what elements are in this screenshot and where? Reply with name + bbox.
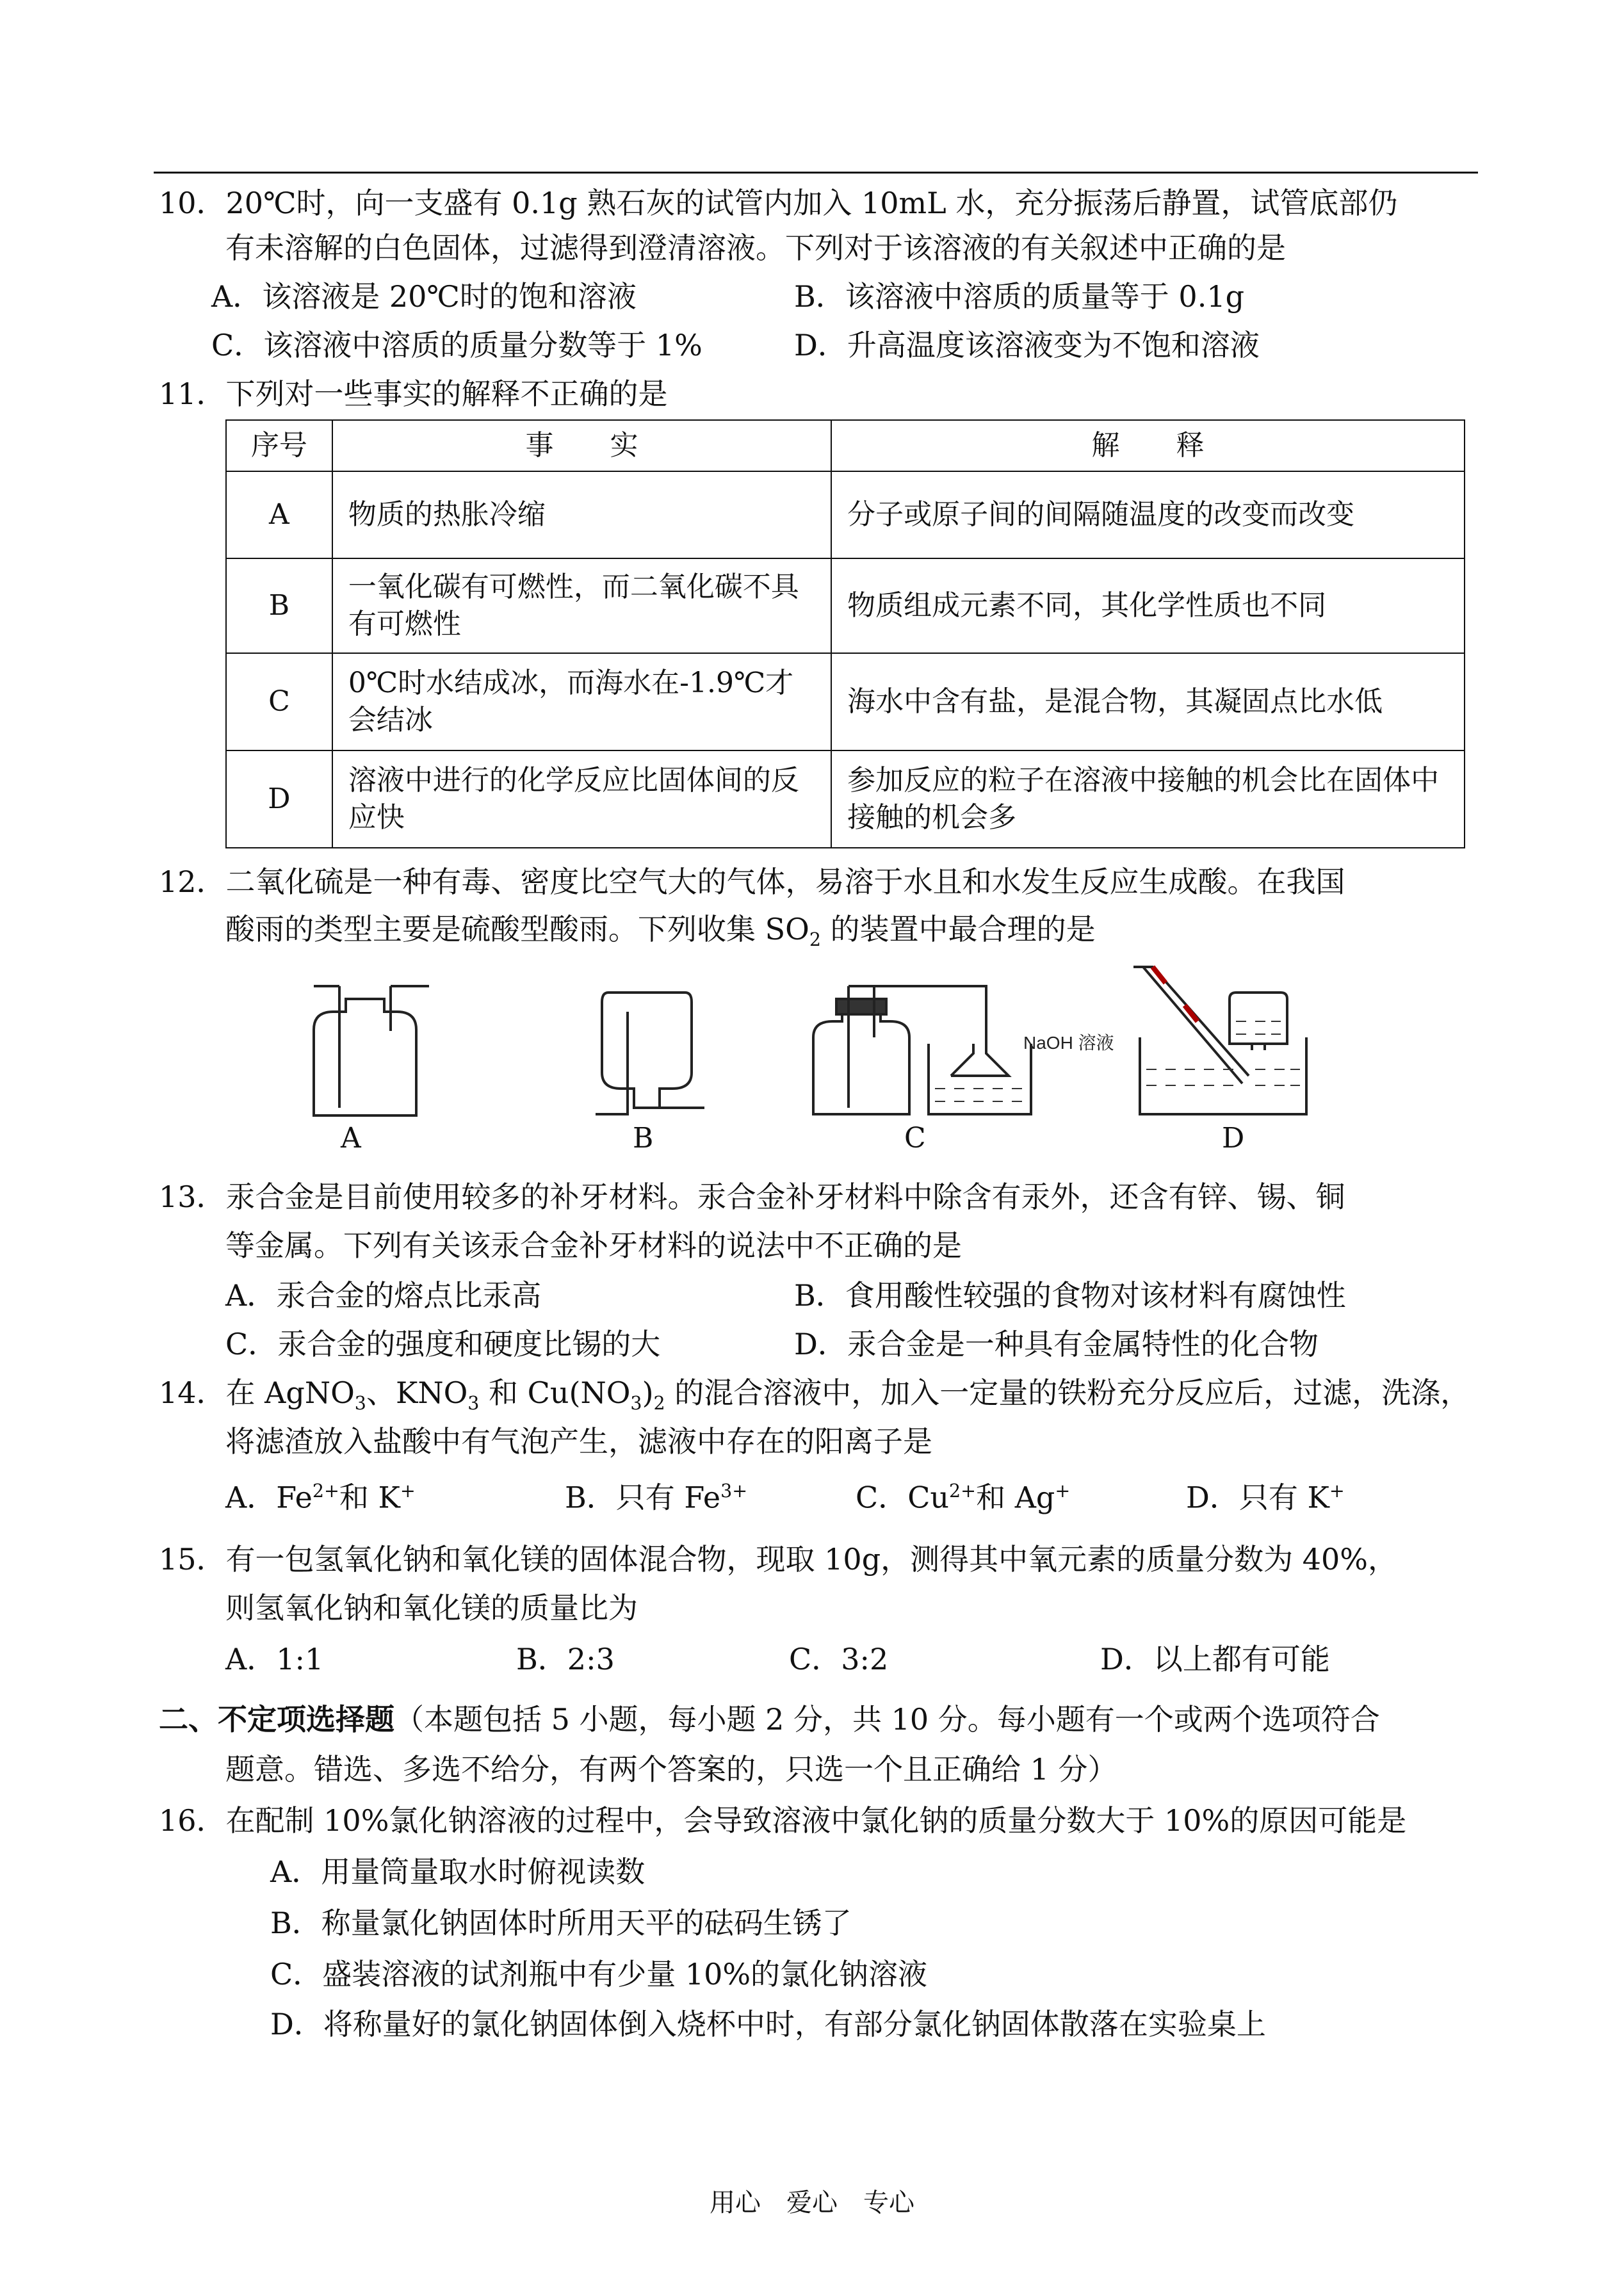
page-footer: 用心 爱心 专心 — [710, 2188, 914, 2218]
apparatus-c-figure — [794, 973, 1114, 1121]
q15-line2: 则氢氧化钠和氧化镁的质量比为 — [225, 1591, 638, 1625]
q12-line2: 酸雨的类型主要是硫酸型酸雨。下列收集 $SO_2$ 的装置中最合理的是 — [225, 912, 1096, 951]
row-fact: 一氧化碳有可燃性，而二氧化碳不具有可燃性 — [332, 558, 831, 653]
table-row — [226, 653, 1465, 750]
q14-option-a: A．$Fe^{2+}$和 K+ — [225, 1480, 416, 1515]
header-explain: 解 释 — [831, 420, 1465, 471]
figure-label-b: B — [633, 1122, 654, 1155]
table-header-row — [226, 420, 1465, 471]
q16-option-a: A．用量筒量取水时俯视读数 — [270, 1854, 646, 1889]
q16-option-b: B．称量氯化钠固体时所用天平的砝码生锈了 — [270, 1906, 852, 1940]
row-fact: 溶液中进行的化学反应比固体间的反应快 — [332, 750, 831, 848]
q10-option-b: B．该溶液中溶质的质量等于 0.1g — [794, 279, 1245, 314]
figure-label-c: C — [904, 1122, 926, 1155]
q10-option-c: C．该溶液中溶质的质量分数等于 1% — [211, 328, 702, 362]
top-rule — [154, 172, 1478, 174]
table-row — [226, 558, 1465, 653]
apparatus-b-figure — [583, 986, 711, 1121]
row-id: C — [226, 653, 332, 750]
header-fact: 事 实 — [332, 420, 831, 471]
q14-option-b: B．只有 $Fe^{3+}$ — [565, 1480, 748, 1515]
q13-option-a: A．汞合金的熔点比汞高 — [225, 1278, 542, 1313]
q13-option-d: D．汞合金是一种具有金属特性的化合物 — [794, 1327, 1319, 1361]
row-id: A — [226, 471, 332, 558]
q13-line2: 等金属。下列有关该汞合金补牙材料的说法中不正确的是 — [225, 1228, 962, 1263]
row-explain: 分子或原子间的间隔随温度的改变而改变 — [831, 471, 1465, 558]
q15-option-c: C．3:2 — [789, 1642, 889, 1676]
section2-line2: 题意。错选、多选不给分，有两个答案的，只选一个且正确给 1 分） — [225, 1752, 1117, 1787]
q13-option-b: B．食用酸性较强的食物对该材料有腐蚀性 — [794, 1278, 1346, 1313]
naoh-label: NaOH 溶液 — [1023, 1033, 1114, 1053]
table-row — [226, 471, 1465, 558]
section2-line1: 二、不定项选择题（本题包括 5 小题，每小题 2 分，共 10 分。每小题有一个或两个选项符合 — [159, 1702, 1380, 1737]
q14-line1: 14．在 AgNO$_3$、$KNO_3$ 和 $Cu(NO_3)_2$ 的混合溶液中，加入一定量的铁粉充分反应后，过滤，洗涤， — [159, 1375, 1470, 1415]
row-fact: 0℃时水结成冰，而海水在-1.9℃才会结冰 — [332, 653, 831, 750]
facts-table — [225, 419, 1465, 848]
q14-option-c: C．$Cu^{2+}$和 Ag+ — [856, 1480, 1071, 1515]
row-id: D — [226, 750, 332, 848]
q15-option-d: D．以上都有可能 — [1100, 1642, 1330, 1676]
q10-line2: 有未溶解的白色固体，过滤得到澄清溶液。下列对于该溶液的有关叙述中正确的是 — [225, 231, 1286, 265]
q14-line2: 将滤渣放入盐酸中有气泡产生，滤液中存在的阳离子是 — [225, 1424, 932, 1459]
q10-option-a: A．该溶液是 20℃时的饱和溶液 — [211, 279, 637, 314]
apparatus-d-figure — [1127, 961, 1319, 1121]
q16-option-d: D．将称量好的氯化钠固体倒入烧杯中时，有部分氯化钠固体散落在实验桌上 — [270, 2007, 1266, 2041]
q15-option-a: A．1:1 — [225, 1642, 324, 1676]
section2-title: 二、不定项选择题 — [159, 1702, 394, 1737]
q10-line1: 10．20℃时，向一支盛有 0.1g 熟石灰的试管内加入 10mL 水，充分振荡后静置，试管底部仍 — [159, 186, 1398, 220]
q15-line1: 15．有一包氢氧化钠和氧化镁的固体混合物，现取 10g，测得其中氧元素的质量分数为 40%， — [159, 1542, 1397, 1577]
row-explain: 参加反应的粒子在溶液中接触的机会比在固体中接触的机会多 — [831, 750, 1465, 848]
row-id: B — [226, 558, 332, 653]
header-id: 序号 — [226, 420, 332, 471]
q13-option-c: C．汞合金的强度和硬度比锡的大 — [225, 1327, 661, 1361]
figure-label-a: A — [341, 1122, 361, 1155]
row-explain: 海水中含有盐，是混合物，其凝固点比水低 — [831, 653, 1465, 750]
apparatus-a-figure — [301, 980, 435, 1121]
q13-line1: 13．汞合金是目前使用较多的补牙材料。汞合金补牙材料中除含有汞外，还含有锌、锡、铜 — [159, 1180, 1345, 1214]
row-fact: 物质的热胀冷缩 — [332, 471, 831, 558]
q16-option-c: C．盛装溶液的试剂瓶中有少量 10%的氯化钠溶液 — [270, 1957, 928, 1991]
q15-option-b: B．2:3 — [516, 1642, 615, 1676]
q16-stem: 16．在配制 10%氯化钠溶液的过程中，会导致溶液中氯化钠的质量分数大于 10%的原因可能是 — [159, 1803, 1407, 1838]
row-explain: 物质组成元素不同，其化学性质也不同 — [831, 558, 1465, 653]
q10-option-d: D．升高温度该溶液变为不饱和溶液 — [794, 328, 1260, 362]
table-row — [226, 750, 1465, 848]
q14-option-d: D．只有 K+ — [1186, 1480, 1345, 1515]
figure-label-d: D — [1222, 1122, 1245, 1155]
q11-stem: 11．下列对一些事实的解释不正确的是 — [159, 377, 668, 411]
q12-line1: 12．二氧化硫是一种有毒、密度比空气大的气体，易溶于水且和水发生反应生成酸。在我国 — [159, 864, 1345, 899]
